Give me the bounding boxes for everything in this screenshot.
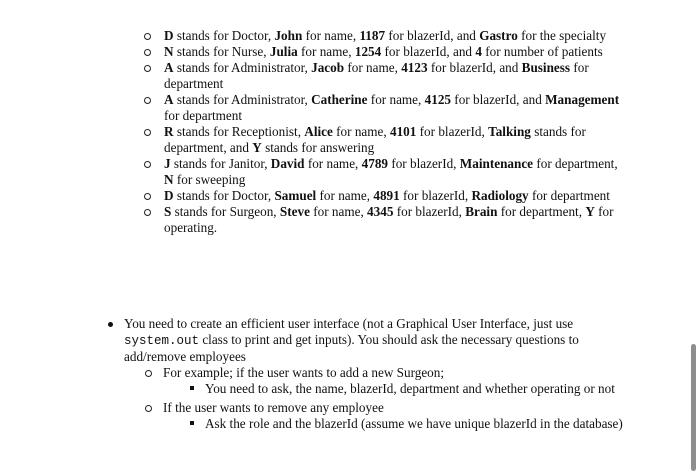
employee-letter: S [164, 204, 172, 219]
requirements-section [106, 316, 626, 432]
employee-t1: stands for Doctor, [173, 28, 275, 43]
employee-letter: R [164, 124, 174, 139]
example-add-text: For example; if the user wants to add a new Surgeon; [163, 365, 445, 380]
employee-letter: D [164, 188, 174, 203]
employee-extra: Radiology [471, 188, 529, 203]
requirement-text-2: class to print and get inputs). You should ask the necessary questions to add/remove employees [124, 332, 579, 364]
list-item [106, 316, 626, 365]
employee-t5: stands for answering [261, 140, 375, 155]
employee-name: Julia [269, 44, 298, 59]
hollow-bullet-icon [144, 49, 151, 56]
list-item [106, 400, 626, 416]
list-item [140, 188, 620, 204]
employee-t4: for department [164, 108, 242, 123]
employee-t3: for blazerId, [393, 204, 466, 219]
employee-name: Catherine [311, 92, 368, 107]
employee-extra: Business [521, 60, 571, 75]
employee-id: 4345 [367, 204, 394, 219]
employee-id: 1187 [359, 28, 386, 43]
employee-t5: for sweeping [173, 172, 246, 187]
employee-extra: Maintenance [459, 156, 534, 171]
employee-t4: for department, [497, 204, 586, 219]
employee-t3: for blazerId, and [381, 44, 476, 59]
employee-t1: stands for Nurse, [173, 44, 270, 59]
employee-letter: A [164, 60, 174, 75]
employee-extra2: Y [585, 204, 595, 219]
code-snippet: system.out [124, 334, 200, 348]
employee-letter: A [164, 92, 174, 107]
hollow-bullet-icon [144, 97, 151, 104]
employee-t2: for name, [309, 204, 368, 219]
list-item [140, 204, 620, 236]
hollow-bullet-icon [144, 65, 151, 72]
list-item [140, 28, 620, 44]
example-remove-detail: Ask the role and the blazerId (assume we have unique blazerId in the database) [205, 416, 623, 431]
list-item [140, 60, 620, 92]
employee-t4: for department [528, 188, 610, 203]
employee-t2: for name, [297, 44, 355, 59]
employee-letter: J [164, 156, 171, 171]
employee-t2: for name, [367, 92, 425, 107]
employee-name: Jacob [311, 60, 345, 75]
hollow-bullet-icon [144, 129, 151, 136]
employee-t2: for name, [316, 188, 374, 203]
employee-t4: for number of patients [481, 44, 603, 59]
employee-t3: for blazerId, and [451, 92, 546, 107]
employee-t2: for name, [344, 60, 402, 75]
employee-extra2: Y [252, 140, 262, 155]
employee-t3: for blazerId, [388, 156, 460, 171]
employee-t1: stands for Administrator, [173, 60, 312, 75]
square-bullet-icon [190, 386, 194, 390]
list-item [106, 416, 626, 432]
employee-id: 4125 [424, 92, 451, 107]
scrollbar-thumb[interactable] [691, 344, 696, 471]
employee-extra: 4 [475, 44, 482, 59]
employee-t4: stands for department, and [164, 124, 586, 155]
employee-t2: for name, [302, 28, 360, 43]
employee-id: 1254 [354, 44, 382, 59]
employee-t4: for the specialty [517, 28, 607, 43]
square-bullet-icon [190, 421, 194, 425]
employee-extra2: N [164, 172, 174, 187]
employee-t1: stands for Receptionist, [173, 124, 305, 139]
employee-t3: for blazerId, and [385, 28, 480, 43]
scrollbar[interactable] [690, 0, 698, 471]
list-item [106, 381, 626, 397]
employee-extra: Brain [465, 204, 498, 219]
employee-id: 4101 [389, 124, 417, 139]
employee-name: Steve [279, 204, 310, 219]
list-item [140, 156, 620, 188]
hollow-bullet-icon [145, 370, 152, 377]
employee-id: 4789 [361, 156, 389, 171]
employee-letter: N [164, 44, 174, 59]
hollow-bullet-icon [144, 161, 151, 168]
employee-id: 4123 [401, 60, 428, 75]
employee-t1: stands for Janitor, [170, 156, 271, 171]
employee-extra: Management [545, 92, 620, 107]
hollow-bullet-icon [144, 209, 151, 216]
list-item [140, 44, 620, 60]
employee-name: David [270, 156, 305, 171]
employee-t1: stands for Administrator, [173, 92, 312, 107]
employee-list [140, 28, 620, 236]
employee-id: 4891 [373, 188, 400, 203]
hollow-bullet-icon [144, 33, 151, 40]
employee-t3: for blazerId, [399, 188, 472, 203]
employee-t2: for name, [304, 156, 362, 171]
employee-extra: Gastro [479, 28, 518, 43]
employee-t5: for operating. [164, 204, 614, 235]
employee-name: Alice [304, 124, 333, 139]
employee-t3: for blazerId, [416, 124, 489, 139]
employee-t1: stands for Doctor, [173, 188, 275, 203]
employee-name: Samuel [274, 188, 317, 203]
list-item [140, 124, 620, 156]
example-add-detail: You need to ask, the name, blazerId, department and whether operating or not [205, 381, 615, 396]
example-remove-text: If the user wants to remove any employee [163, 400, 384, 415]
employee-extra: Talking [488, 124, 531, 139]
requirement-text-1: You need to create an efficient user interface (not a Graphical User Interface, just use [124, 316, 574, 331]
employee-t1: stands for Surgeon, [171, 204, 280, 219]
list-item [140, 92, 620, 124]
hollow-bullet-icon [145, 405, 152, 412]
employee-t4: for department [164, 60, 589, 91]
employee-t3: for blazerId, and [427, 60, 522, 75]
list-item [106, 365, 626, 381]
bullet-icon [108, 322, 113, 327]
employee-letter: D [164, 28, 174, 43]
hollow-bullet-icon [144, 193, 151, 200]
employee-t4: for department, [533, 156, 618, 171]
employee-name: John [274, 28, 303, 43]
employee-t2: for name, [332, 124, 390, 139]
